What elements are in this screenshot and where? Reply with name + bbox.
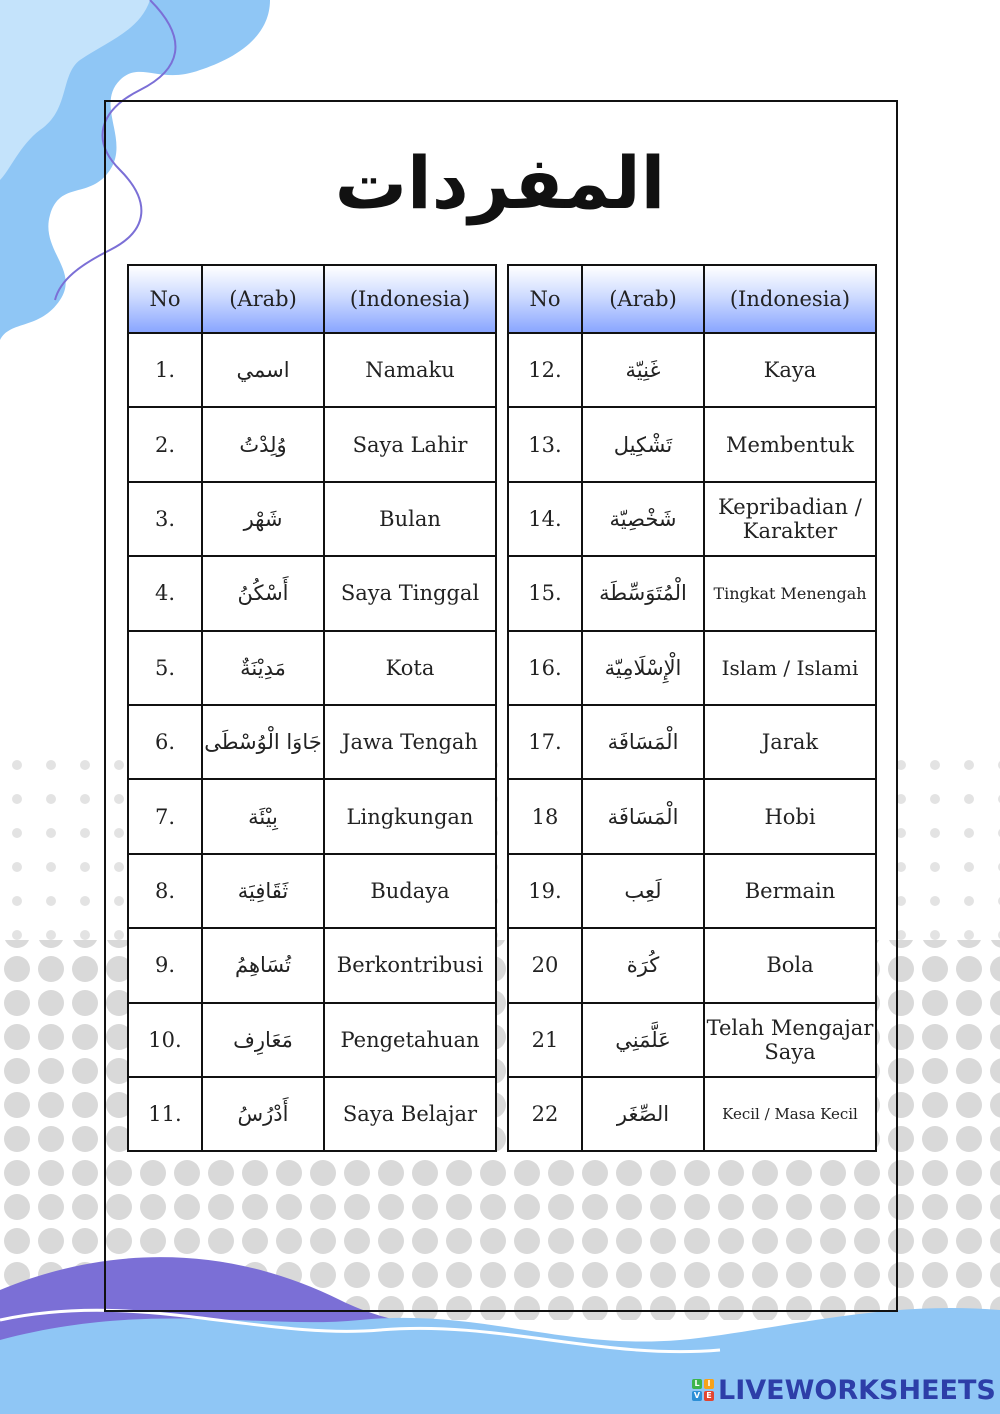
liveworksheets-logo-text: LIVEWORKSHEETS	[718, 1374, 996, 1406]
cell-no: 19.	[508, 854, 582, 928]
cell-arab: الْمَسَافَة	[582, 779, 704, 853]
cell-indonesia: Namaku	[324, 333, 496, 407]
cell-indonesia: Kecil / Masa Kecil	[704, 1077, 876, 1151]
cell-no: 18	[508, 779, 582, 853]
table-row	[128, 854, 496, 928]
cell-indonesia: Bermain	[704, 854, 876, 928]
cell-arab: كُرَة	[582, 928, 704, 1002]
cell-arab: الصِّغَر	[582, 1077, 704, 1151]
cell-no: 9.	[128, 928, 202, 1002]
cell-no: 7.	[128, 779, 202, 853]
table-row	[508, 556, 876, 630]
cell-arab: بِيْئَة	[202, 779, 324, 853]
cell-indonesia: Tingkat Menengah	[704, 556, 876, 630]
table-row	[128, 1077, 496, 1151]
table-row	[508, 1003, 876, 1077]
table-row	[508, 631, 876, 705]
table-row	[508, 779, 876, 853]
cell-arab: الْإِسْلَامِيّة	[582, 631, 704, 705]
cell-arab: تَشْكِيل	[582, 407, 704, 481]
cell-no: 3.	[128, 482, 202, 556]
table-row	[508, 407, 876, 481]
table-row	[508, 1077, 876, 1151]
cell-no: 22	[508, 1077, 582, 1151]
table-row	[508, 928, 876, 1002]
cell-no: 16.	[508, 631, 582, 705]
cell-no: 20	[508, 928, 582, 1002]
cell-no: 2.	[128, 407, 202, 481]
vocab-table-right	[507, 264, 877, 1152]
cell-no: 17.	[508, 705, 582, 779]
cell-no: 1.	[128, 333, 202, 407]
cell-no: 13.	[508, 407, 582, 481]
cell-arab: مَدِيْنَةٌ	[202, 631, 324, 705]
table-row	[128, 1003, 496, 1077]
table-row	[128, 631, 496, 705]
cell-indonesia: Budaya	[324, 854, 496, 928]
cell-arab: تُسَاهِمُ	[202, 928, 324, 1002]
cell-arab: لَعِب	[582, 854, 704, 928]
cell-indonesia: Bola	[704, 928, 876, 1002]
cell-no: 14.	[508, 482, 582, 556]
cell-indonesia: Jarak	[704, 705, 876, 779]
cell-indonesia: Kota	[324, 631, 496, 705]
cell-no: 11.	[128, 1077, 202, 1151]
cell-indonesia: Islam / Islami	[704, 631, 876, 705]
table-row	[128, 556, 496, 630]
cell-no: 15.	[508, 556, 582, 630]
cell-arab: جَاوَا الْوُسْطَى	[202, 705, 324, 779]
header-no: No	[128, 265, 202, 333]
cell-indonesia: Telah Mengajar Saya	[704, 1003, 876, 1077]
cell-arab: غَنِيّة	[582, 333, 704, 407]
cell-no: 21	[508, 1003, 582, 1077]
table-row	[508, 705, 876, 779]
vocab-table-left	[127, 264, 497, 1152]
table-header-row	[128, 265, 496, 333]
liveworksheets-logo-icon: L I V E	[692, 1379, 714, 1401]
cell-no: 6.	[128, 705, 202, 779]
cell-indonesia: Membentuk	[704, 407, 876, 481]
cell-arab: أَدْرُسُ	[202, 1077, 324, 1151]
cell-arab: شَخْصِيّة	[582, 482, 704, 556]
header-indonesia: (Indonesia)	[324, 265, 496, 333]
table-row	[128, 482, 496, 556]
cell-indonesia: Hobi	[704, 779, 876, 853]
cell-arab: مَعَارِف	[202, 1003, 324, 1077]
cell-arab: وُلِدْتُ	[202, 407, 324, 481]
cell-indonesia: Kepribadian / Karakter	[704, 482, 876, 556]
cell-arab: أَسْكُنُ	[202, 556, 324, 630]
table-row	[128, 407, 496, 481]
header-no: No	[508, 265, 582, 333]
cell-arab: عَلَّمَنِي	[582, 1003, 704, 1077]
cell-arab: شَهْر	[202, 482, 324, 556]
table-row	[128, 705, 496, 779]
table-row	[128, 333, 496, 407]
table-row	[508, 482, 876, 556]
cell-indonesia: Saya Belajar	[324, 1077, 496, 1151]
table-row	[128, 928, 496, 1002]
table-header-row	[508, 265, 876, 333]
cell-no: 10.	[128, 1003, 202, 1077]
cell-no: 5.	[128, 631, 202, 705]
header-arab: (Arab)	[202, 265, 324, 333]
cell-indonesia: Saya Tinggal	[324, 556, 496, 630]
cell-arab: الْمَسَافَة	[582, 705, 704, 779]
cell-indonesia: Pengetahuan	[324, 1003, 496, 1077]
cell-arab: الْمُتَوَسِّطَة	[582, 556, 704, 630]
cell-indonesia: Saya Lahir	[324, 407, 496, 481]
cell-no: 12.	[508, 333, 582, 407]
header-indonesia: (Indonesia)	[704, 265, 876, 333]
cell-arab: اسمي	[202, 333, 324, 407]
header-arab: (Arab)	[582, 265, 704, 333]
cell-indonesia: Bulan	[324, 482, 496, 556]
cell-indonesia: Lingkungan	[324, 779, 496, 853]
liveworksheets-logo[interactable]	[692, 1374, 996, 1406]
cell-no: 4.	[128, 556, 202, 630]
cell-indonesia: Berkontribusi	[324, 928, 496, 1002]
cell-arab: ثَقَافِيَة	[202, 854, 324, 928]
cell-no: 8.	[128, 854, 202, 928]
cell-indonesia: Jawa Tengah	[324, 705, 496, 779]
cell-indonesia: Kaya	[704, 333, 876, 407]
table-row	[128, 779, 496, 853]
table-row	[508, 333, 876, 407]
page-title: المفردات	[334, 141, 666, 225]
table-row	[508, 854, 876, 928]
